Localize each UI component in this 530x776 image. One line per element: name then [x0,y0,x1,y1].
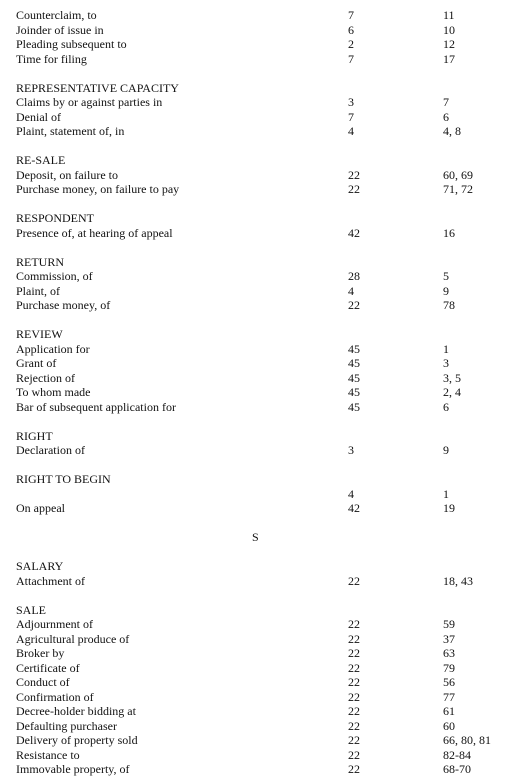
entry-rule-number: 2, 4 [443,385,461,399]
index-entry [0,385,530,399]
entry-rule-number: 79 [443,660,455,675]
entry-term: Adjournment of [16,617,93,631]
entry-rule-number: 60 [443,718,455,733]
index-entry [0,646,530,660]
index-entry [0,110,530,124]
entry-order-number: 4 [348,283,354,298]
entry-order-number: 22 [348,617,360,631]
entry-term: Certificate of [16,660,80,675]
entry-term: Delivery of property sold [16,733,138,747]
section-letter: S [252,530,259,544]
entry-term: Denial of [16,109,61,124]
entry-rule-number: 6 [443,399,449,414]
entry-order-number: 28 [348,269,360,283]
entry-order-number: 7 [348,8,354,22]
entry-rule-number: 18, 43 [443,573,473,588]
index-entry [0,23,530,37]
index-entry [0,356,530,370]
entry-rule-number: 60, 69 [443,167,473,182]
entry-term: Resistance to [16,747,80,762]
index-entry [0,733,530,747]
entry-term: Bar of subsequent application for [16,399,176,414]
index-entry [0,37,530,51]
index-entry [0,342,530,356]
entry-term: Time for filing [16,51,87,66]
index-entry [0,501,530,515]
entry-rule-number: 9 [443,283,449,298]
index-entry [0,443,530,457]
entry-term: Presence of, at hearing of appeal [16,225,173,240]
entry-rule-number: 77 [443,689,455,704]
index-entry [0,168,530,182]
entry-term: Agricultural produce of [16,631,130,646]
entry-rule-number: 71, 72 [443,182,473,196]
entry-term: Plaint, of [16,283,60,298]
entry-order-number: 22 [348,660,360,675]
entry-term: Purchase money, of [16,298,111,312]
entry-order-number: 7 [348,109,354,124]
index-heading: REVIEW [16,327,63,341]
entry-term: Purchase money, on failure to pay [16,182,180,196]
index-entry [0,748,530,762]
entry-rule-number: 56 [443,675,455,689]
entry-order-number: 45 [348,356,360,370]
entry-order-number: 45 [348,399,360,414]
entry-rule-number: 82-84 [443,747,471,762]
index-entry [0,182,530,196]
entry-rule-number: 68-70 [443,762,471,776]
entry-order-number: 45 [348,370,360,385]
entry-term: Joinder of issue in [16,22,104,37]
entry-rule-number: 17 [443,51,455,66]
entry-order-number: 4 [348,486,354,501]
entry-rule-number: 12 [443,37,455,51]
index-entry [0,661,530,675]
index-heading: RETURN [16,254,64,269]
index-entry [0,284,530,298]
index-entry [0,52,530,66]
entry-order-number: 22 [348,704,360,718]
entry-term: Attachment of [16,573,85,588]
entry-order-number: 2 [348,37,354,51]
entry-order-number: 22 [348,675,360,689]
entry-order-number: 45 [348,385,360,399]
entry-rule-number: 4, 8 [443,124,461,138]
index-entry [0,762,530,776]
entry-rule-number: 1 [443,341,449,356]
entry-term: Broker by [16,646,65,660]
index-heading: RIGHT TO BEGIN [16,472,111,486]
index-heading: REPRESENTATIVE CAPACITY [16,80,179,95]
index-entry [0,124,530,138]
index-entry [0,371,530,385]
entry-term: Grant of [16,356,57,370]
entry-term: Decree-holder bidding at [16,704,136,718]
entry-rule-number: 10 [443,22,455,37]
entry-order-number: 7 [348,51,354,66]
index-entry [0,704,530,718]
entry-term: Deposit, on failure to [16,167,118,182]
entry-order-number: 3 [348,95,354,109]
index-heading: RIGHT [16,428,53,443]
index-entry [0,487,530,501]
index-heading: RE-SALE [16,153,66,167]
entry-order-number: 22 [348,573,360,588]
entry-term: Defaulting purchaser [16,718,117,733]
entry-term: Plaint, statement of, in [16,124,125,138]
entry-term: Rejection of [16,370,75,385]
index-entry [0,675,530,689]
entry-term: Pleading subsequent to [16,37,127,51]
entry-order-number: 22 [348,689,360,704]
entry-rule-number: 5 [443,269,449,283]
entry-term: Declaration of [16,443,85,457]
index-heading: RESPONDENT [16,211,95,225]
entry-order-number: 4 [348,124,354,138]
entry-rule-number: 9 [443,443,449,457]
entry-rule-number: 7 [443,95,449,109]
entry-rule-number: 78 [443,298,455,312]
entry-order-number: 45 [348,341,360,356]
index-entry [0,298,530,312]
entry-rule-number: 6 [443,109,449,124]
entry-rule-number: 37 [443,631,455,646]
entry-order-number: 22 [348,298,360,312]
entry-rule-number: 59 [443,617,455,631]
entry-rule-number: 61 [443,704,455,718]
entry-order-number: 3 [348,443,354,457]
entry-term: To whom made [16,385,91,399]
entry-order-number: 22 [348,167,360,182]
entry-order-number: 22 [348,631,360,646]
entry-rule-number: 19 [443,501,455,515]
entry-order-number: 42 [348,501,360,515]
index-entry [0,269,530,283]
entry-order-number: 22 [348,646,360,660]
entry-order-number: 22 [348,762,360,776]
entry-rule-number: 63 [443,646,455,660]
entry-order-number: 22 [348,733,360,747]
entry-rule-number: 3 [443,356,449,370]
entry-term: On appeal [16,501,65,515]
entry-rule-number: 1 [443,486,449,501]
entry-term: Confirmation of [16,689,94,704]
index-entry [0,632,530,646]
entry-term: Commission, of [16,269,93,283]
index-entry [0,400,530,414]
entry-order-number: 22 [348,718,360,733]
index-entry [0,690,530,704]
entry-order-number: 22 [348,182,360,196]
entry-term: Immovable property, of [16,762,130,776]
entry-rule-number: 3, 5 [443,370,461,385]
index-entry [0,574,530,588]
entry-order-number: 6 [348,22,354,37]
entry-rule-number: 66, 80, 81 [443,733,491,747]
index-entry [0,719,530,733]
entry-order-number: 42 [348,225,360,240]
index-entry [0,95,530,109]
index-heading: SALARY [16,559,64,573]
index-entry [0,617,530,631]
entry-term: Counterclaim, to [16,8,97,22]
entry-term: Claims by or against parties in [16,95,163,109]
entry-term: Conduct of [16,675,70,689]
entry-order-number: 22 [348,747,360,762]
entry-term: Application for [16,341,90,356]
index-heading: SALE [16,602,46,617]
entry-rule-number: 11 [443,8,455,22]
index-entry [0,8,530,22]
entry-rule-number: 16 [443,225,455,240]
index-entry [0,226,530,240]
